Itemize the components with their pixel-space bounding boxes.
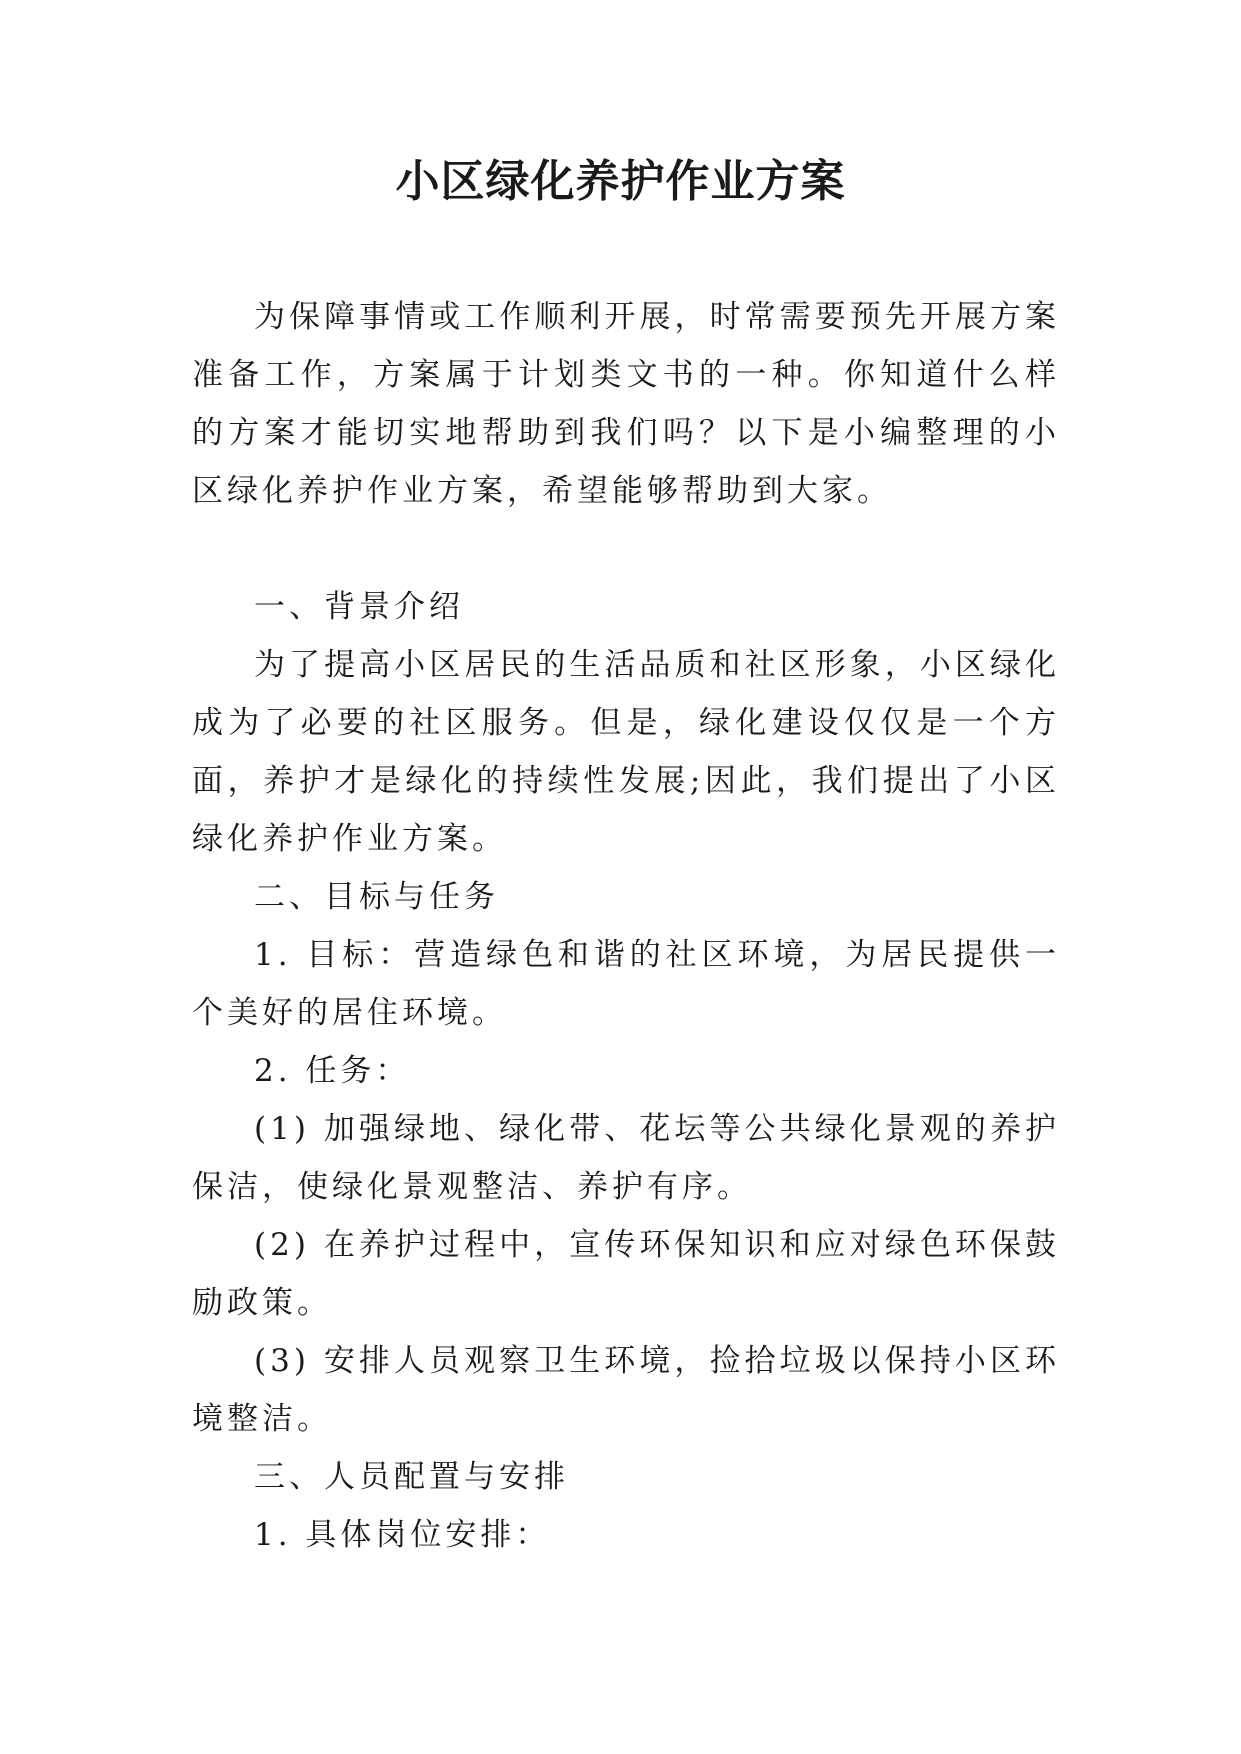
section-heading-goals: 二、目标与任务 — [254, 879, 499, 915]
section-heading-staffing: 三、人员配置与安排 — [254, 1459, 569, 1495]
document-body — [192, 288, 1060, 1564]
task-item-2: (2) 在养护过程中，宣传环保知识和应对绿色环保鼓励政策。 — [192, 1227, 1060, 1321]
document-title: 小区绿化养护作业方案 — [395, 156, 846, 207]
goal-item: 1. 目标：营造绿色和谐的社区环境，为居民提供一个美好的居住环境。 — [192, 937, 1060, 1031]
intro-paragraph: 为保障事情或工作顺利开展，时常需要预先开展方案准备工作，方案属于计划类文书的一种。你知道什么样的方案才能切实地帮助到我们吗？以下是小编整理的小区绿化养护作业方案，希望能够帮助到大家。 — [192, 299, 1060, 509]
background-paragraph: 为了提高小区居民的生活品质和社区形象，小区绿化成为了必要的社区服务。但是，绿化建设仅仅是一个方面，养护才是绿化的持续性发展;因此，我们提出了小区绿化养护作业方案。 — [192, 647, 1060, 857]
section-heading-background: 一、背景介绍 — [254, 589, 464, 625]
task-item-3: (3) 安排人员观察卫生环境，捡拾垃圾以保持小区环境整洁。 — [192, 1343, 1060, 1437]
task-heading: 2. 任务： — [254, 1053, 411, 1089]
staffing-item-1: 1. 具体岗位安排： — [254, 1517, 551, 1553]
task-item-1: (1) 加强绿地、绿化带、花坛等公共绿化景观的养护保洁，使绿化景观整洁、养护有序。 — [192, 1111, 1060, 1205]
